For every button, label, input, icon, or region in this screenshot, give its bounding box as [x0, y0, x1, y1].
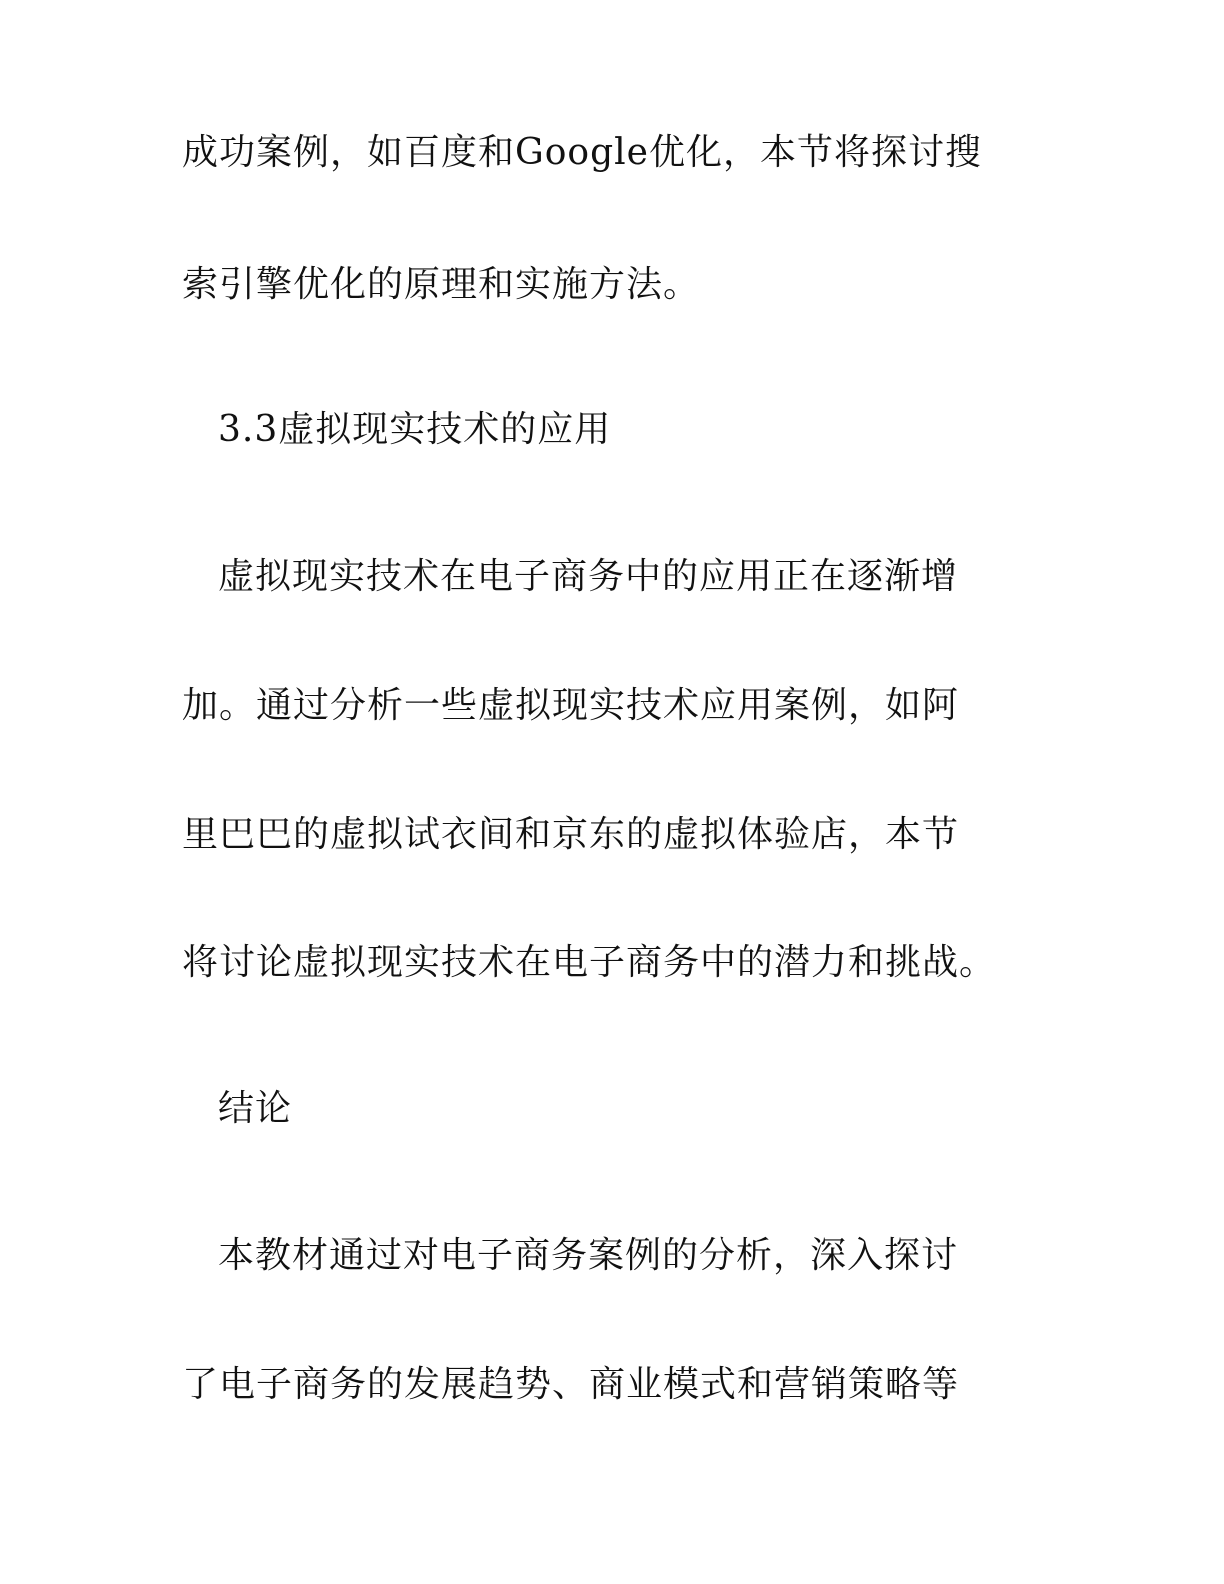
paragraph-line: 里巴巴的虚拟试衣间和京东的虚拟体验店，本节 — [182, 814, 960, 855]
paragraph-line: 本教材通过对电子商务案例的分析，深入探讨 — [218, 1235, 959, 1276]
paragraph-line: 将讨论虚拟现实技术在电子商务中的潜力和挑战。 — [182, 942, 997, 983]
paragraph-line: 索引擎优化的原理和实施方法。 — [182, 264, 701, 305]
paragraph-line: 加。通过分析一些虚拟现实技术应用案例，如阿 — [182, 685, 960, 726]
paragraph-line: 成功案例，如百度和Google优化，本节将探讨搜 — [182, 132, 982, 173]
section-heading: 3.3虚拟现实技术的应用 — [218, 409, 612, 450]
paragraph-line: 虚拟现实技术在电子商务中的应用正在逐渐增 — [218, 556, 959, 597]
paragraph-line: 了电子商务的发展趋势、商业模式和营销策略等 — [182, 1364, 960, 1405]
conclusion-heading: 结论 — [218, 1088, 293, 1129]
